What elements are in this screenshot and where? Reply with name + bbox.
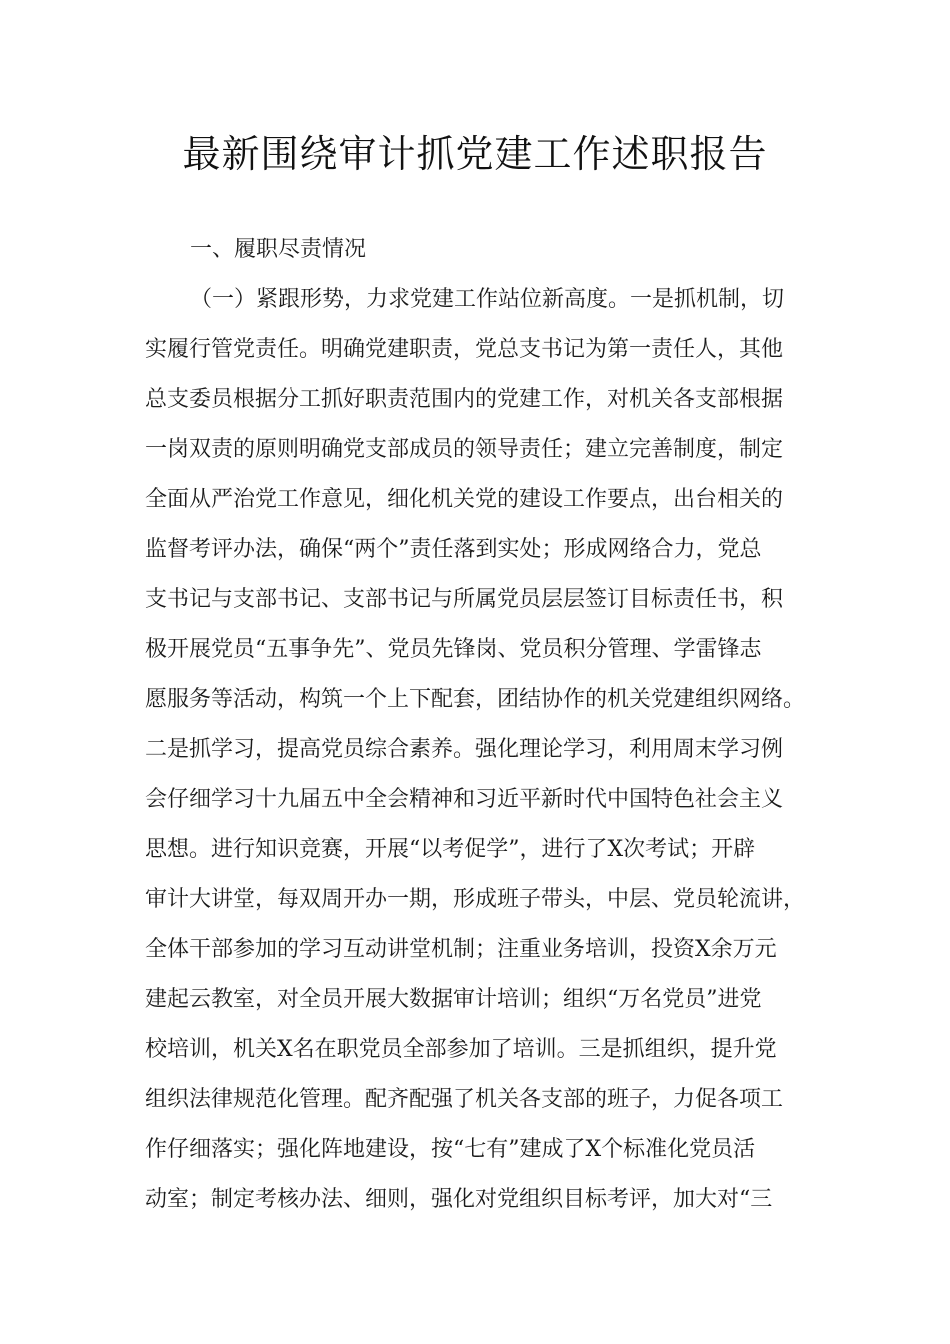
body-line-8: 极开展党员“五事争先”、党员先锋岗、党员积分管理、学雷锋志: [145, 637, 762, 662]
body-line-4: 一岗双责的原则明确党支部成员的领导责任；建立完善制度，制定: [145, 437, 784, 462]
body-line-6: 监督考评办法，确保“两个”责任落到实处；形成网络合力，党总: [145, 537, 762, 562]
body-line-5: 全面从严治党工作意见，细化机关党的建设工作要点，出台相关的: [145, 487, 784, 512]
body-line-3: 总支委员根据分工抓好职责范围内的党建工作，对机关各支部根据: [145, 387, 784, 412]
body-line-17: 组织法律规范化管理。配齐配强了机关各支部的班子，力促各项工: [145, 1087, 784, 1112]
body-line-18: 作仔细落实；强化阵地建设，按“七有”建成了X个标准化党员活: [145, 1137, 756, 1162]
body-line-12: 思想。进行知识竞赛，开展“以考促学”，进行了X次考试；开辟: [145, 837, 756, 862]
body-line-11: 会仔细学习十九届五中全会精神和习近平新时代中国特色社会主义: [145, 787, 784, 812]
body-line-10: 二是抓学习，提高党员综合素养。强化理论学习，利用周末学习例: [145, 737, 784, 762]
body-line-13: 审计大讲堂，每双周开办一期，形成班子带头，中层、党员轮流讲，: [145, 887, 806, 912]
body-line-19: 动室；制定考核办法、细则，强化对党组织目标考评，加大对“三: [145, 1187, 773, 1212]
body-line-16: 校培训，机关X名在职党员全部参加了培训。三是抓组织，提升党: [145, 1037, 777, 1062]
body-line-1: （一）紧跟形势，力求党建工作站位新高度。一是抓机制，切: [190, 287, 785, 312]
section-heading: 一、履职尽责情况: [190, 237, 367, 262]
body-line-14: 全体干部参加的学习互动讲堂机制；注重业务培训，投资X余万元: [145, 937, 777, 962]
body-line-9: 愿服务等活动，构筑一个上下配套，团结协作的机关党建组织网络。: [145, 687, 806, 712]
body-line-2: 实履行管党责任。明确党建职责，党总支书记为第一责任人，其他: [145, 337, 784, 362]
body-line-15: 建起云教室，对全员开展大数据审计培训；组织“万名党员”进党: [145, 987, 762, 1012]
document-title: 最新围绕审计抓党建工作述职报告: [182, 132, 768, 176]
body-line-7: 支书记与支部书记、支部书记与所属党员层层签订目标责任书，积: [145, 587, 784, 612]
